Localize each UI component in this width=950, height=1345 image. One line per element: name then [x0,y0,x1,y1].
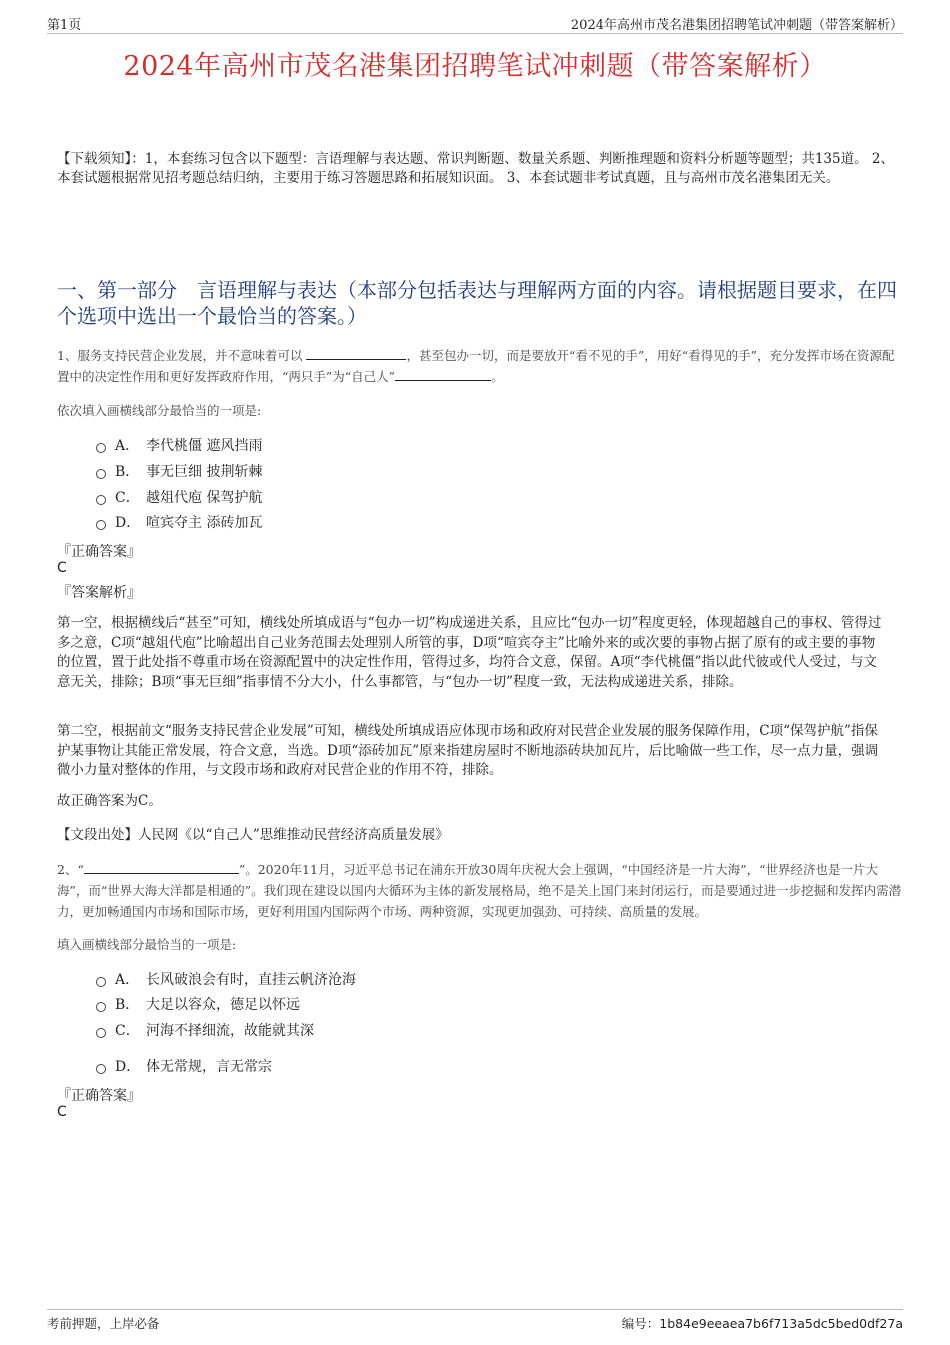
question-2-text-part-b: ”。2020年11月，习近平总书记在浦东开放30周年庆祝大会上强调，“中国经济是一片大海”，“世界经济也是一片大海”，而“世界大海大洋都是相通的”。我们现在建设以国内大循环为主体的新发展格局，绝不是关上国门来封闭运行，而是要通过进一步挖掘和发挥内需潜力，更加畅通国内市场和国际市场，更好利用国内国际两个市场、两种资源，实现更加强劲、可持续、高质量的发展。 [57,862,902,919]
question-2-instruction: 填入画横线部分最恰当的一项是: [57,937,237,952]
fill-blank-2 [395,367,491,381]
option-letter: B． [115,997,140,1013]
question-1-option-d[interactable] [96,512,262,532]
question-2-option-a[interactable] [96,969,356,989]
question-2-text-part-a: 2、“ [57,862,84,877]
analysis-conclusion: 故正确答案为C。 [57,793,162,809]
page-title: 2024年高州市茂名港集团招聘笔试冲刺题（带答案解析） [123,51,827,82]
option-letter: D． [115,515,141,531]
option-letter: A． [115,438,140,454]
page-number: 第1页 [47,18,82,33]
question-1-option-c[interactable] [96,487,262,507]
question-1-text [57,345,902,387]
radio-button[interactable] [96,520,106,530]
option-text: 河海不择细流，故能就其深 [146,1023,314,1039]
question-1-instruction: 依次填入画横线部分最恰当的一项是: [57,403,262,418]
radio-button[interactable] [96,977,106,987]
question-2-option-c[interactable] [96,1020,314,1040]
option-letter: C． [115,490,140,506]
option-letter: A． [115,972,140,988]
radio-button[interactable] [96,1028,106,1038]
question-1-text-part-c: 。 [491,369,504,384]
question-2-text [57,859,902,922]
fill-blank-1 [306,346,406,360]
question-1-text-part-a: 1、服务支持民营企业发展，并不意味着可以 [57,348,303,363]
radio-button[interactable] [96,443,106,453]
footer-code [622,1314,903,1332]
question-1-text-part-b: ，甚至包办一切，而是要放开“看不见的手”，用好“看得见的手”，充分发挥市场在资源配置中的决定性作用和更好发挥政府作用，“两只手”为“自己人” [57,348,895,384]
analysis-paragraph-2: 第二空，根据前文“服务支持民营企业发展”可知，横线处所填成语应体现市场和政府对民营企业发展的服务保障作用，C项“保驾护航”指保护某事物让其能正常发展，符合文意，当选。D项“添砖加瓦”原来指建房屋时不断地添砖块加瓦片，后比喻做一些工作，尽一点力量，强调微小力量对整体的作用，与文段市场和政府对民营企业的作用不符，排除。 [57,723,879,778]
option-text: 事无巨细 披荆斩棘 [146,464,263,480]
option-letter: C． [115,1023,140,1039]
analysis-label: 『答案解析』 [57,585,141,601]
correct-answer-label: 『正确答案』 [57,1088,141,1104]
source-citation: 【文段出处】人民网《以“自己人”思维推动民营经济高质量发展》 [57,827,449,843]
option-text: 大足以容众，德足以怀远 [146,997,300,1013]
footer-divider [47,1309,903,1310]
footer-code-label: 编号： [621,1316,660,1331]
header-doc-title: 2024年高州市茂名港集团招聘笔试冲刺题（带答案解析） [570,18,903,33]
fill-blank-1 [84,860,239,874]
question-2-option-b[interactable] [96,994,300,1014]
correct-answer-label: 『正确答案』 [57,544,141,560]
correct-answer: C [57,560,67,576]
option-text: 李代桃僵 遮风挡雨 [146,438,263,454]
footer-code-value: 1b84e9eeaea7b6f713a5dc5bed0df27a [659,1316,903,1331]
radio-button[interactable] [96,1002,106,1012]
option-letter: B． [115,464,140,480]
header-divider [47,33,903,34]
option-text: 越俎代庖 保驾护航 [146,490,263,506]
option-text: 长风破浪会有时，直挂云帆济沧海 [146,972,356,988]
option-text: 喧宾夺主 添砖加瓦 [146,515,263,531]
option-letter: D． [115,1059,141,1075]
download-notice: 【下载须知】：1，本套练习包含以下题型：言语理解与表达题、常识判断题、数量关系题、判断推理题和资料分析题等题型；共135道。 2、本套试题根据常见招考题总结归纳，主要用于练习答题思路和拓展知识面。 3、本套试题非考试真题，且与高州市茂名港集团无关。 [57,151,894,186]
radio-button[interactable] [96,469,106,479]
section-heading: 一、第一部分 言语理解与表达（本部分包括表达与理解两方面的内容。请根据题目要求，在四个选项中选出一个最恰当的答案。） [57,278,897,328]
question-1-option-a[interactable] [96,435,262,455]
footer-slogan: 考前押题，上岸必备 [47,1316,160,1331]
radio-button[interactable] [96,495,106,505]
question-1-option-b[interactable] [96,461,262,481]
option-text: 体无常规，言无常宗 [146,1059,272,1075]
analysis-paragraph-1: 第一空，根据横线后“甚至”可知，横线处所填成语与“包办一切”构成递进关系，且应比“包办一切”程度更轻，体现超越自己的事权、管得过多之意，C项“越俎代庖”比喻超出自己业务范围去处理别人所管的事，D项“喧宾夺主”比喻外来的或次要的事物占据了原有的或主要的事物的位置，置于此处指不尊重市场在资源配置中的决定性作用，管得过多，均符合文意，保留。A项“李代桃僵”指以此代彼或代人受过，与文意无关，排除；B项“事无巨细”指事情不分大小，什么事都管，与“包办一切”程度一致，无法构成递进关系，排除。 [57,615,882,690]
question-2-option-d[interactable] [96,1056,272,1076]
radio-button[interactable] [96,1064,106,1074]
correct-answer: C [57,1104,67,1120]
